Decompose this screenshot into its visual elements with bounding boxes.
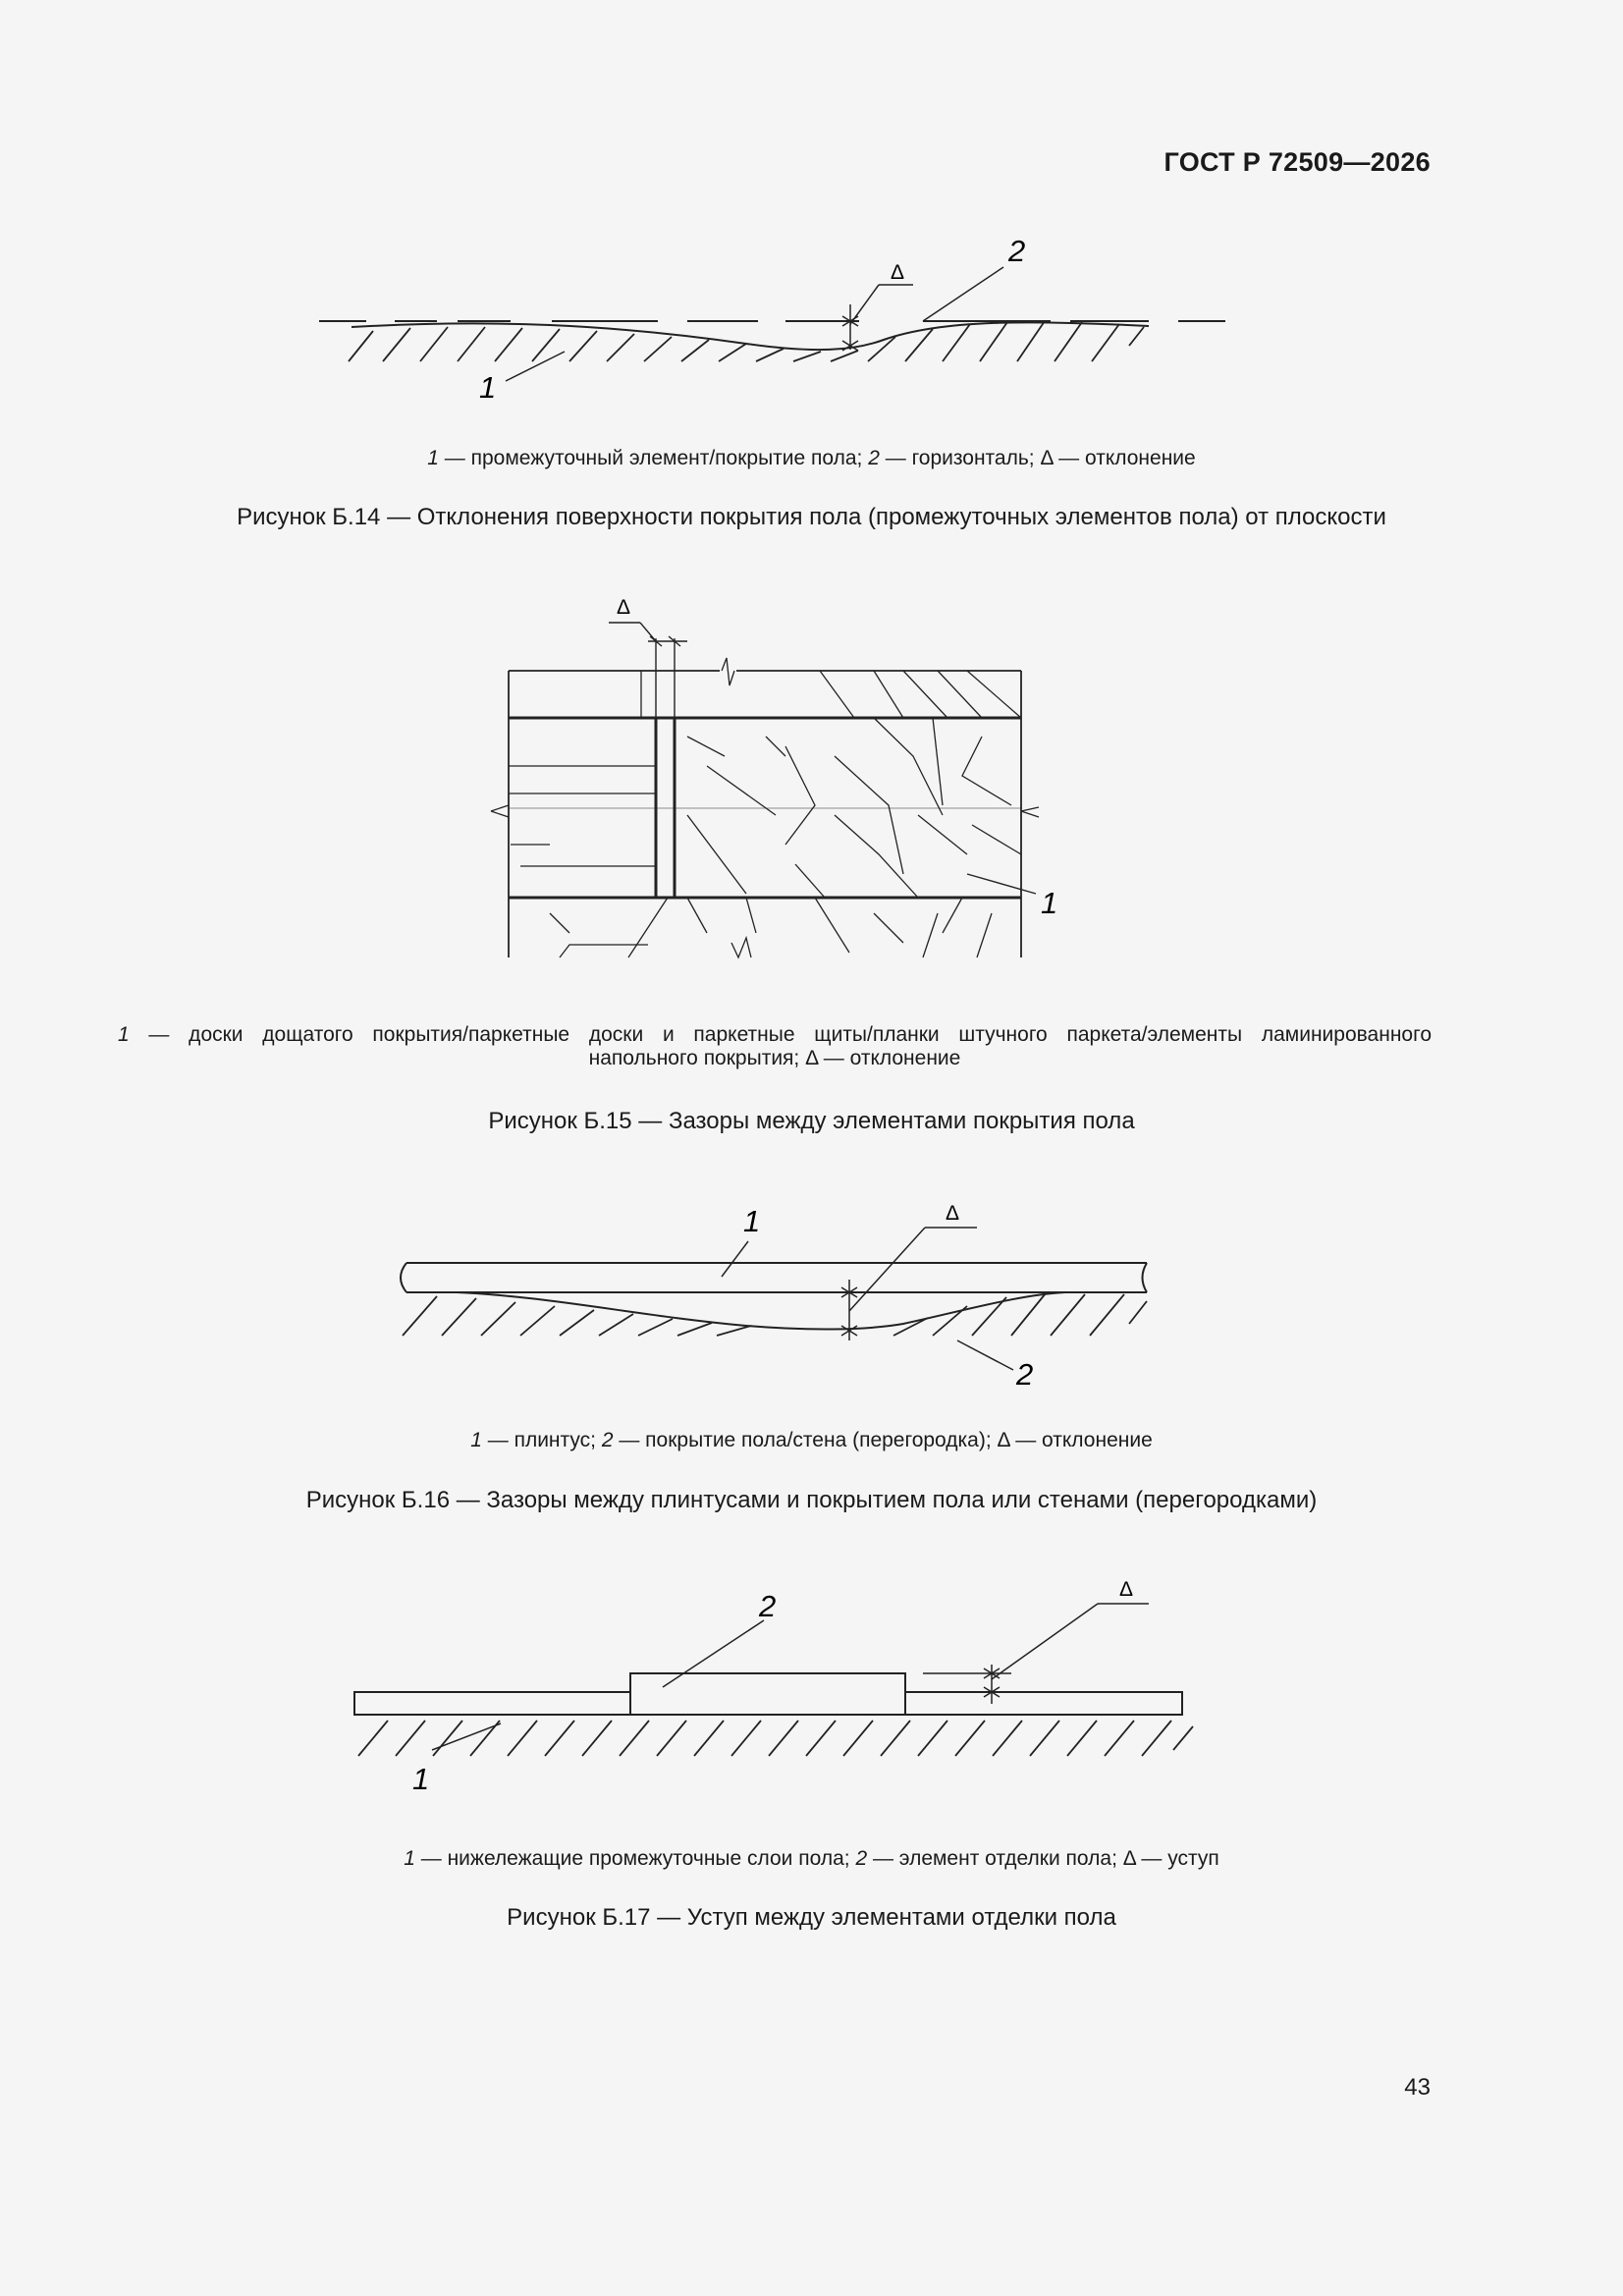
figure-b16-caption: Рисунок Б.16 — Зазоры между плинтусами и покрытием пола или стенами (перегородками) [305,1487,1318,1513]
figure-b14-legend: 1 — промежуточный элемент/покрытие пола; 2 — горизонталь; Δ — отклонение [427,447,1196,469]
page-number: 43 [1404,2074,1431,2101]
figure-b16-drawing [0,1178,1623,1414]
finish-element [630,1673,905,1715]
figure-b17-drawing [0,1561,1623,1827]
callout-1: 1 [1041,886,1058,920]
ground-hatching [358,1721,1193,1756]
figure-b15-drawing [0,579,1623,972]
delta-label: Δ [891,261,905,284]
callout-1: 1 [479,370,497,405]
document-code: ГОСТ Р 72509—2026 [1163,147,1431,177]
figure-b17-legend: 1 — нижележащие промежуточные слои пола; 2 — элемент отделки пола; Δ — уступ [404,1847,1219,1870]
leader-lines [722,1241,1013,1370]
wood-grain [550,658,1021,957]
callout-2: 2 [759,1589,777,1623]
figure-b14-drawing [0,0,1623,471]
leader-lines [506,267,1003,381]
figure-b15-caption: Рисунок Б.15 — Зазоры между элементами покрытия пола [488,1108,1135,1134]
board-detail-lines [491,671,1039,866]
deviation-marker [841,1228,977,1340]
figure-b15-legend: 1 — доски дощатого покрытия/паркетные доски и паркетные щиты/планки штучного паркета/элементы ламинированного напольного покрытия; Δ — отклонение [118,1023,1432,1069]
callout-2: 2 [1008,234,1026,268]
baseboard [401,1263,1147,1292]
delta-label: Δ [1119,1578,1134,1601]
ground-hatching [403,1293,1147,1336]
gap-dimension [609,623,687,727]
floor-surface-curve [457,1292,1065,1330]
delta-label: Δ [946,1202,960,1225]
figure-b14-caption: Рисунок Б.14 — Отклонения поверхности покрытия пола (промежуточных элементов пола) от плоскости [237,504,1386,530]
ground-hatching [349,321,1144,361]
figure-b16-legend: 1 — плинтус; 2 — покрытие пола/стена (перегородка); Δ — отклонение [470,1429,1153,1451]
callout-1: 1 [743,1204,761,1238]
delta-label: Δ [617,596,631,619]
leader-1 [967,874,1036,894]
step-marker [923,1604,1149,1704]
deviation-marker [842,285,913,351]
figure-b17-caption: Рисунок Б.17 — Уступ между элементами отделки пола [507,1904,1116,1931]
callout-2: 2 [1016,1357,1034,1392]
callout-1: 1 [412,1762,430,1796]
